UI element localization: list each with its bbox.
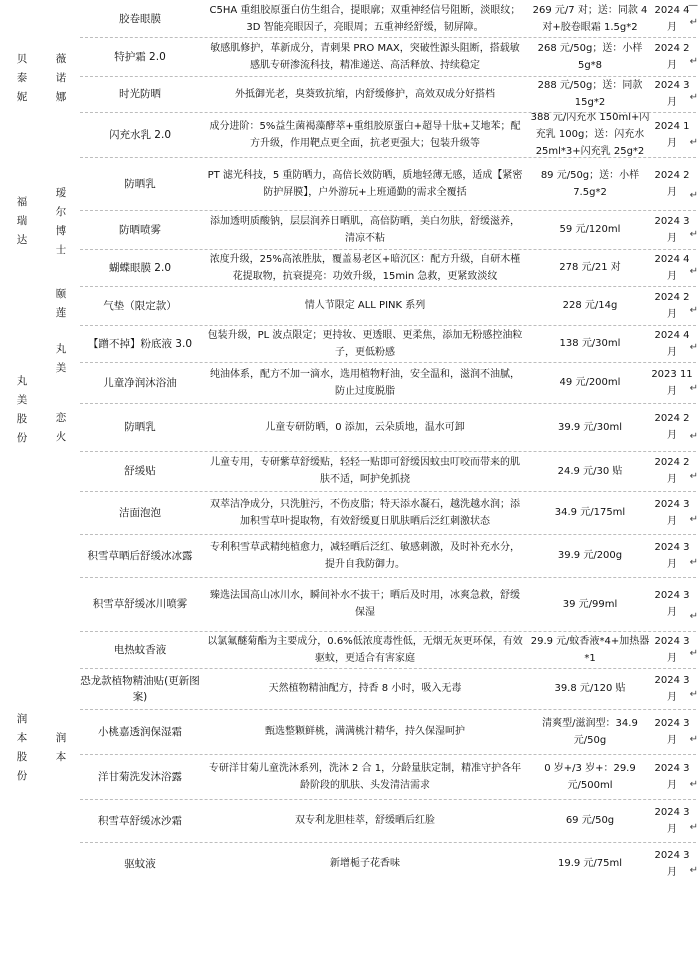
row-end-mark: ↵ bbox=[689, 190, 698, 201]
product-price: 39.8 元/120 贴 bbox=[554, 683, 626, 694]
group-char: 股 bbox=[16, 751, 28, 763]
product-description: C5HA 重组胶原蛋白仿生组合，提眼廓；双重神经信号阻断，淡眼纹；3D 智能亮眼因子，亮眼周；五重神经舒缓，韧屏障。 bbox=[209, 4, 521, 33]
product-price: 278 元/21 对 bbox=[559, 262, 621, 273]
company-group bbox=[4, 286, 40, 534]
row-end-mark: ↵ bbox=[689, 865, 698, 876]
product-price: 59 元/120ml bbox=[559, 224, 621, 235]
product-description: 浓度升级，25%高浓胜肽，覆盖易老区+暗沉区：配方升级，自研木槿花提取物，抗衰提亮：功效升级，15min 急救，更紧致淡纹 bbox=[209, 253, 521, 282]
group-char: 贝 bbox=[16, 53, 28, 65]
group-char: 恋 bbox=[55, 412, 67, 424]
product-price: 269 元/7 对；送：同款 4 对+胶卷眼霜 1.5g*2 bbox=[532, 4, 648, 33]
product-price: 228 元/14g bbox=[562, 300, 618, 311]
row-end-mark: ↵ bbox=[689, 305, 698, 316]
product-description: 包装升级，PL 波点限定；更持妆、更透眼、更柔焦，添加无粉感控油粒子，更低粉感 bbox=[207, 329, 523, 358]
row-end-mark: ↵ bbox=[689, 648, 698, 659]
product-price: 29.9 元/蚊香液*4+加热器*1 bbox=[530, 635, 650, 664]
product-description: 纯油体系，配方不加一滴水，选用植物籽油，安全温和，滋润不油腻，防止过度脱脂 bbox=[210, 368, 520, 397]
corner-mark: — bbox=[688, 0, 698, 11]
row-divider bbox=[80, 157, 696, 158]
row-end-mark: ↵ bbox=[689, 56, 698, 67]
product-description: 儿童专研防晒，0 添加，云朵质地，温水可卸 bbox=[265, 421, 465, 433]
group-char: 丸 bbox=[16, 375, 28, 387]
product-description: 儿童专用，专研紫草舒缓贴，轻轻一贴即可舒缓因蚊虫叮咬而带来的肌肤不适，呵护免抓挠 bbox=[210, 457, 520, 485]
row-end-mark: ↵ bbox=[689, 431, 698, 442]
row-end-mark: ↵ bbox=[689, 689, 698, 700]
row-end-mark: ↵ bbox=[689, 92, 698, 103]
product-name: 防晒乳 bbox=[124, 177, 156, 190]
row-divider bbox=[80, 709, 696, 710]
launch-date: 2024 3月 bbox=[654, 674, 690, 703]
row-divider bbox=[80, 491, 696, 492]
brand-group bbox=[42, 396, 80, 460]
group-char: 丸 bbox=[55, 342, 67, 355]
group-char: 本 bbox=[16, 732, 28, 744]
group-char: 薇 bbox=[55, 53, 67, 65]
launch-date: 2024 4月 bbox=[654, 329, 690, 358]
row-divider bbox=[80, 403, 696, 404]
launch-date: 2024 2月 bbox=[654, 42, 690, 71]
product-price: 388 元/闪充水 150ml+闪充乳 100g；送：闪充水 25ml*3+闪充乳 25g*2 bbox=[530, 112, 650, 157]
product-price: 0 岁+/3 岁+：29.9 元/500ml bbox=[544, 762, 636, 791]
row-divider bbox=[80, 325, 696, 326]
brand-group bbox=[42, 0, 80, 157]
product-name: 闪充水乳 2.0 bbox=[108, 128, 172, 141]
launch-date: 2024 3月 bbox=[654, 849, 690, 878]
launch-date: 2024 3月 bbox=[654, 635, 690, 664]
launch-date: 2024 1月 bbox=[654, 120, 690, 149]
product-price: 19.9 元/75ml bbox=[557, 858, 623, 869]
product-description: PT 滤光科技，5 重防晒力，高倍长效防晒，质地轻薄无感，适成【紧密防护屏膜】，户外游玩+上班通勤的需求全覆括 bbox=[207, 169, 523, 198]
row-divider bbox=[80, 754, 696, 755]
row-end-mark: ↵ bbox=[689, 611, 698, 622]
group-char: 达 bbox=[16, 234, 28, 246]
group-char: 股 bbox=[16, 413, 28, 425]
product-name: 小桃嘉透润保湿霜 bbox=[98, 725, 182, 738]
product-price: 清爽型/滋润型：34.9 元/50g bbox=[542, 717, 638, 746]
row-end-mark: ↵ bbox=[689, 383, 698, 394]
group-char: 泰 bbox=[16, 72, 28, 84]
product-description: 情人节限定 ALL PINK 系列 bbox=[304, 300, 426, 311]
row-end-mark: ↵ bbox=[689, 822, 698, 833]
launch-date: 2024 2月 bbox=[654, 169, 690, 198]
launch-date: 2024 3月 bbox=[654, 717, 690, 746]
row-divider bbox=[80, 76, 696, 77]
product-name: 蝴蝶眼膜 2.0 bbox=[108, 261, 172, 274]
launch-date: 2024 3月 bbox=[654, 498, 690, 527]
product-name: 洋甘菊洗发沐浴露 bbox=[98, 770, 182, 783]
product-description: 臻选法国高山冰川水，瞬间补水不拔干；晒后及时用，冰爽急救，舒缓保湿 bbox=[210, 590, 520, 618]
product-description: 新增栀子花香味 bbox=[330, 858, 400, 869]
row-divider bbox=[80, 799, 696, 800]
company-group bbox=[4, 0, 40, 157]
product-description: 专研洋甘菊儿童洗沐系列，洗沐 2 合 1，分龄量肤定制，精准守护各年龄阶段的肌肤、头发清洁需求 bbox=[208, 762, 522, 791]
product-description: 添加透明质酸钠，层层润养日晒肌，高倍防晒，美白勿肤，舒缓滋养，清凉不粘 bbox=[210, 215, 520, 244]
launch-date: 2024 3月 bbox=[654, 215, 690, 244]
group-char: 润 bbox=[55, 732, 67, 744]
group-char: 博 bbox=[55, 224, 67, 237]
product-name: 洁面泡泡 bbox=[119, 506, 161, 519]
company-group bbox=[4, 534, 40, 962]
launch-date: 2024 3月 bbox=[654, 541, 690, 570]
brand-group bbox=[42, 286, 80, 321]
product-name: 【蹭不掉】粉底液 3.0 bbox=[87, 337, 193, 350]
group-char: 福 bbox=[16, 196, 28, 208]
brand-group bbox=[42, 534, 80, 962]
group-char: 火 bbox=[55, 431, 67, 443]
row-end-mark: ↵ bbox=[689, 557, 698, 568]
group-char: 娜 bbox=[55, 91, 67, 103]
group-char: 颐 bbox=[55, 287, 67, 300]
launch-date: 2024 3月 bbox=[654, 590, 690, 618]
product-price: 49 元/200ml bbox=[559, 377, 621, 388]
row-end-mark: ↵ bbox=[689, 779, 698, 790]
product-price: 39.9 元/200g bbox=[557, 550, 623, 561]
group-char: 妮 bbox=[16, 91, 28, 103]
row-divider bbox=[80, 37, 696, 38]
group-char: 本 bbox=[55, 751, 67, 763]
product-name: 儿童净润沐浴油 bbox=[103, 376, 177, 389]
row-end-mark: ↵ bbox=[689, 229, 698, 240]
row-divider bbox=[80, 668, 696, 669]
product-description: 以氯氟醚菊酯为主要成分，0.6%低浓度毒性低，无烟无灰更环保，有效驱蚊，更适合有害家庭 bbox=[207, 635, 523, 664]
product-name: 气垫（限定款） bbox=[103, 299, 177, 312]
brand-group bbox=[42, 321, 80, 396]
launch-date: 2024 4月 bbox=[654, 253, 690, 282]
launch-date: 2024 3月 bbox=[654, 762, 690, 791]
brand-group bbox=[42, 157, 80, 286]
product-name: 特护霜 2.0 bbox=[114, 50, 166, 63]
group-char: 士 bbox=[55, 243, 67, 256]
product-price: 268 元/50g；送：小样 5g*8 bbox=[537, 42, 643, 71]
launch-date: 2024 3月 bbox=[654, 80, 690, 108]
product-name: 驱蚊液 bbox=[124, 857, 156, 870]
product-price: 89 元/50g；送：小样 7.5g*2 bbox=[540, 169, 640, 198]
row-divider bbox=[80, 112, 696, 113]
row-divider bbox=[80, 451, 696, 452]
row-divider bbox=[80, 210, 696, 211]
product-description: 双萃洁净成分，只洗脏污，不伤皮脂；特天添水凝石，越洗越水润；添加积雪草叶提取物，有效舒缓夏日肌肤晒后泛红刺激状态 bbox=[210, 498, 520, 527]
launch-date: 2024 3月 bbox=[654, 806, 690, 835]
group-char: 尔 bbox=[55, 205, 67, 218]
row-end-mark: ↵ bbox=[689, 514, 698, 525]
product-price: 288 元/50g；送：同款 15g*2 bbox=[537, 80, 643, 108]
product-description: 双专利龙胆桂萃，舒缓晒后红脸 bbox=[295, 815, 435, 826]
row-end-mark: ↵ bbox=[689, 471, 698, 482]
product-description: 外抵御光老，臭葵致抗缩，内舒缓修护，高效双成分好搭档 bbox=[235, 88, 495, 100]
product-description: 天然植物精油配方，持香 8 小时，吸入无毒 bbox=[268, 683, 462, 694]
product-name: 时光防晒 bbox=[119, 88, 161, 100]
group-char: 莲 bbox=[55, 306, 67, 319]
product-name: 舒缓贴 bbox=[124, 465, 156, 477]
group-char: 美 bbox=[16, 394, 28, 406]
group-char: 份 bbox=[16, 770, 28, 782]
group-char: 份 bbox=[16, 432, 28, 444]
launch-date: 2023 11月 bbox=[651, 368, 693, 397]
row-divider bbox=[80, 249, 696, 250]
product-price: 69 元/50g bbox=[565, 815, 615, 826]
company-group bbox=[4, 157, 40, 286]
group-char: 瑷 bbox=[55, 186, 67, 199]
group-char: 瑞 bbox=[16, 215, 28, 227]
product-name: 防晒喷雾 bbox=[119, 223, 161, 236]
product-description: 成分进阶：5%益生菌褐藻酵萃+重组胶原蛋白+超导十肽+艾地苯；配方升级，作用靶点更全面，抗老更强大；包装升级等 bbox=[209, 120, 521, 149]
product-price: 24.9 元/30 贴 bbox=[557, 465, 623, 477]
row-divider bbox=[80, 362, 696, 363]
product-price: 34.9 元/175ml bbox=[554, 507, 626, 518]
product-description: 甄选整颗鲜桃，满满桃汁精华，持久保湿呵护 bbox=[265, 726, 465, 737]
product-name: 电热蚊香液 bbox=[113, 643, 167, 656]
product-name: 积雪草舒缓冰川喷雾 bbox=[92, 598, 188, 610]
row-divider bbox=[80, 631, 696, 632]
product-price: 39.9 元/30ml bbox=[557, 421, 623, 433]
product-name: 胶卷眼膜 bbox=[119, 12, 161, 25]
launch-date: 2024 4月 bbox=[654, 4, 690, 33]
row-divider bbox=[80, 534, 696, 535]
row-end-mark: ↵ bbox=[689, 734, 698, 745]
product-price: 39 元/99ml bbox=[562, 598, 618, 610]
launch-date: 2024 2月 bbox=[654, 413, 690, 441]
product-price: 138 元/30ml bbox=[559, 338, 621, 349]
product-name: 积雪草舒缓冰沙霜 bbox=[98, 814, 182, 827]
group-char: 美 bbox=[55, 361, 67, 374]
row-end-mark: ↵ bbox=[689, 137, 698, 148]
row-end-mark: ↵ bbox=[689, 342, 698, 353]
product-name: 恐龙款植物精油贴(更新图案) bbox=[80, 674, 200, 703]
product-name: 防晒乳 bbox=[124, 421, 156, 433]
product-description: 专利积雪草武精纯植愈力，减轻晒后泛红、敏感刺激，及时补充水分，提升自我防御力。 bbox=[210, 541, 520, 570]
product-description: 敏感肌修护，革新成分，青刺果 PRO MAX，突破性源头阻断，搭载敏感肌专研渗流科技，精准递送、高活释放、持续稳定 bbox=[210, 42, 520, 71]
group-char: 诺 bbox=[55, 72, 67, 84]
row-divider bbox=[80, 842, 696, 843]
launch-date: 2024 2月 bbox=[654, 291, 690, 320]
row-divider bbox=[80, 286, 696, 287]
row-divider bbox=[80, 577, 696, 578]
product-name: 积雪草晒后舒缓冰冰露 bbox=[87, 549, 193, 562]
row-end-mark: ↵ bbox=[689, 17, 698, 28]
row-end-mark: ↵ bbox=[689, 266, 698, 277]
group-char: 润 bbox=[16, 713, 28, 725]
launch-date: 2024 2月 bbox=[654, 457, 690, 485]
